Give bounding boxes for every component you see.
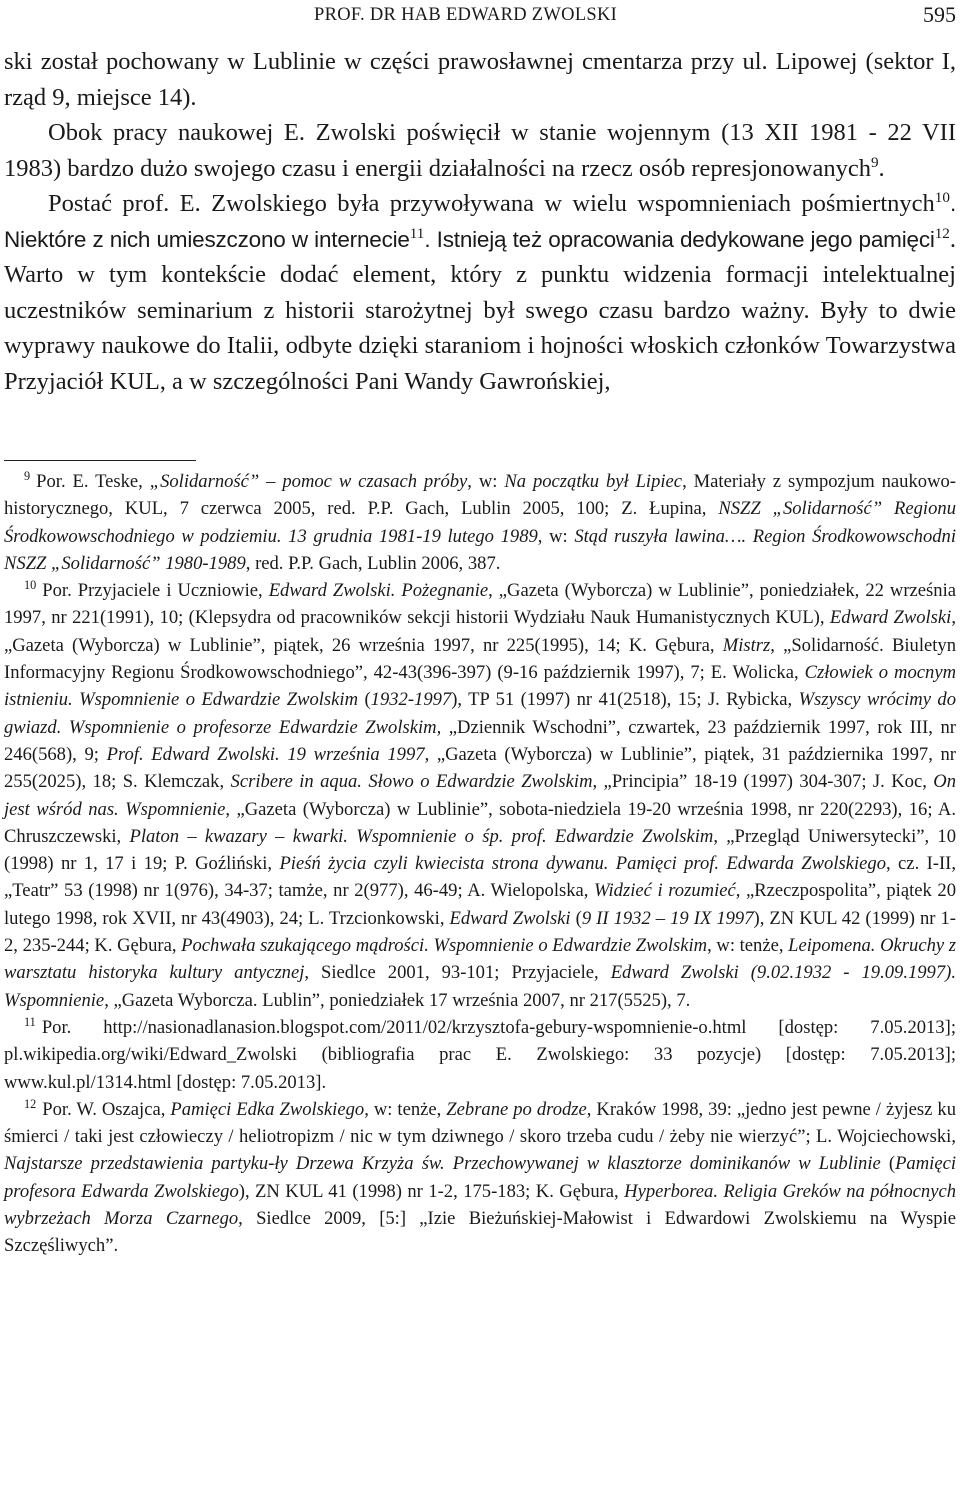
footnote-text: , „Gazeta Wyborcza. Lublin”, poniedziałek 17 września 2007, nr 217(5525), 7. bbox=[104, 989, 691, 1011]
footnote-text: , „Gazeta (Wyborcza) w Lublinie”, sobota-niedziela 19-20 września 1998, nr 220(2293), 16; A. Chruszczewski, bbox=[4, 798, 956, 847]
footnote-italic-text: NSZZ „Solidarność” Regionu Środkowowschodniego w podziemiu. 13 grudnia 1981-19 lutego 1989 bbox=[4, 498, 956, 547]
footnote-text: ), ZN KUL 41 (1998) nr 1-2, 175-183; K. Gębura, bbox=[238, 1180, 625, 1202]
footnote-italic-text: Scribere in aqua. Słowo o Edwardzie Zwolskim bbox=[230, 771, 593, 793]
footnote-italic-text: Pamięci profesora Edwarda Zwolskiego bbox=[4, 1153, 956, 1202]
footnote-italic-text: Edward Zwolski bbox=[829, 607, 952, 629]
paragraph-3 bbox=[4, 186, 956, 399]
footnote-text: Por. Przyjaciele i Uczniowie, bbox=[42, 580, 269, 602]
footnote-10 bbox=[4, 577, 956, 1014]
footnotes-section bbox=[4, 468, 956, 1260]
paragraph-3-text-d: . Warto w tym kontekście dodać element, który z punktu widzenia formacji intelektualnej uczestników seminarium z historii starożytnej był swego czasu bardzo ważny. Były to dwie wyprawy naukowe do Italii, odbyte dzięki staraniom i hojności włoskich członków Towarzystwa Przyjaciół KUL, a w szczególności Pani Wandy Gawrońskiej, bbox=[4, 225, 956, 395]
main-text bbox=[4, 44, 956, 399]
footnote-italic-text: 9 II 1932 – 19 IX 1997 bbox=[581, 907, 754, 929]
footnote-italic-text: Leipomena. Okruchy z warsztatu historyka kultury antycznej bbox=[4, 935, 957, 984]
footnote-text: , cz. I-II, „Teatr” 53 (1998) nr 1(976), 34-37; tamże, nr 2(977), 46-49; A. Wielopolska, bbox=[4, 853, 957, 902]
footnote-italic-text: On jest wśród nas. Wspomnienie bbox=[4, 771, 956, 820]
footnote-text: Por. W. Oszajca, bbox=[42, 1098, 171, 1120]
footnote-text: , w: bbox=[537, 525, 575, 547]
footnote-italic-text: Człowiek o mocnym istnieniu. Wspomnienie o Edwardzie Zwolskim bbox=[4, 662, 956, 711]
footnote-text: , Siedlce 2001, 93-101; Przyjaciele, bbox=[304, 962, 611, 984]
footnote-ref-10: 10 bbox=[934, 188, 950, 206]
footnote-number: 12 bbox=[24, 1096, 37, 1111]
footnote-italic-text: Widzieć i rozumieć bbox=[594, 880, 736, 902]
paragraph-2 bbox=[4, 115, 956, 186]
footnote-text: ), ZN KUL 42 (1999) nr 1-2, 235-244; K. Gębura, bbox=[4, 907, 957, 957]
footnote-text: Por. E. Teske, bbox=[36, 471, 150, 492]
footnote-text: , „Gazeta (Wyborcza) w Lublinie”, piątek, 26 września 1997, nr 225(1995), 14; K. Gębura, bbox=[4, 607, 956, 656]
footnote-text: , red. P.P. Gach, Lublin 2006, 387. bbox=[245, 552, 501, 574]
footnote-text: , „Solidarność. Biuletyn Informacyjny Regionu Środkowowschodniego”, 42-43(396-397) (9-16 październik 1997), 7; E. Wolicka, bbox=[4, 634, 956, 684]
footnote-italic-text: Mistrz bbox=[722, 634, 771, 656]
footnote-italic-text: „Solidarność” – pomoc w czasach próby bbox=[149, 471, 468, 492]
footnote-italic-text: Pamięci Edka Zwolskiego bbox=[170, 1098, 365, 1120]
running-header bbox=[4, 2, 956, 28]
paragraph-3-text-b: . Niektóre z nich umieszczono w internecie bbox=[4, 191, 956, 252]
page-number: 595 bbox=[923, 2, 956, 27]
footnote-text: ), TP 51 (1997) nr 41(2518), 15; J. Rybicka, bbox=[451, 689, 799, 711]
footnote-italic-text: Pieśń życia czyli kwiecista strona dywanu. Pamięci prof. Edwarda Zwolskiego bbox=[279, 853, 887, 875]
footnote-italic-text: Hyperborea. Religia Greków na północnych wybrzeżach Morza Czarnego bbox=[4, 1180, 956, 1230]
footnote-italic-text: Wszyscy wrócimy do gwiazd. Wspomnienie o profesorze Edwardzie Zwolskim bbox=[4, 689, 956, 738]
footnote-text: , w: bbox=[467, 471, 505, 492]
paragraph-1-text: ski został pochowany w Lublinie w części prawosławnej cmentarza przy ul. Lipowej (sektor I, rząd 9, miejsce 14). bbox=[4, 48, 956, 111]
footnote-text: ( bbox=[880, 1153, 896, 1175]
footnote-text: , Kraków 1998, 39: „jedno jest pewne / żyjesz ku śmierci / taki jest człowieczy / heliotropizm / nic w tym dziwnego / skoro trzeba cudu / żeby nie wierzyć”; L. Wojciechowski, bbox=[4, 1098, 956, 1148]
paragraph-2-text: Obok pracy naukowej E. Zwolski poświęcił w stanie wojennym (13 XII 1981 - 22 VII 1983) bardzo dużo swojego czasu i energii działalności na rzecz osób represjonowanych bbox=[4, 119, 956, 182]
running-title: PROF. DR HAB EDWARD ZWOLSKI bbox=[314, 5, 618, 25]
footnote-text: , „Gazeta (Wyborcza) w Lublinie”, poniedziałek, 22 września 1997, nr 221(1991), 10; (Klepsydra od pracowników sekcji historii Wydziału Nauk Humanistycznych KUL), bbox=[4, 580, 956, 629]
footnote-number: 11 bbox=[24, 1014, 36, 1029]
footnote-ref-12: 12 bbox=[934, 224, 950, 242]
footnote-text: , „Gazeta (Wyborcza) w Lublinie”, piątek, 31 października 1997, nr 255(2025), 18; S. Klemczak, bbox=[4, 743, 956, 793]
footnote-9 bbox=[4, 468, 956, 577]
footnote-italic-text: Platon – kwazary – kwarki. Wspomnienie o śp. prof. Edwardzie Zwolskim bbox=[129, 825, 714, 847]
footnote-number: 9 bbox=[24, 468, 31, 483]
footnote-text: , „Dziennik Wschodni”, czwartek, 23 październik 1997, rok III, nr 246(568), 9; bbox=[4, 716, 956, 765]
footnote-separator bbox=[4, 460, 196, 461]
footnote-text: , Siedlce 2009, [5:] „Izie Bieżuńskiej-Małowist i Edwardowi Zwolskiemu na Wyspie Szczęśliwych”. bbox=[4, 1208, 956, 1257]
footnote-text: , w: tenże, bbox=[707, 935, 789, 957]
footnote-text: , w: tenże, bbox=[364, 1098, 447, 1120]
paragraph-1 bbox=[4, 44, 956, 115]
footnote-text: , „Rzeczpospolita”, piątek 20 lutego 1998, rok XVII, nr 43(4903), 24; L. Trzcionkowski, bbox=[4, 880, 956, 929]
footnote-number: 10 bbox=[24, 578, 37, 592]
footnote-12 bbox=[4, 1096, 956, 1260]
footnote-italic-text: Zebrane po drodze bbox=[446, 1098, 587, 1120]
footnote-text: ( bbox=[358, 689, 371, 711]
footnote-italic-text: Edward Zwolski. Pożegnanie bbox=[268, 580, 489, 602]
footnote-italic-text: Edward Zwolski bbox=[449, 907, 571, 929]
footnote-italic-text: Edward Zwolski (9.02.1932 - 19.09.1997). Wspomnienie bbox=[4, 962, 956, 1011]
footnote-11 bbox=[4, 1014, 956, 1096]
paragraph-3-text-a: Postać prof. E. Zwolskiego była przywoływana w wielu wspomnieniach pośmiertnych bbox=[48, 190, 935, 217]
footnote-italic-text: Najstarsze przedstawienia partyku-ły Drzewa Krzyża św. Przechowywanej w klasztorze dominikanów w Lublinie bbox=[4, 1153, 881, 1175]
footnote-text: , Materiały z sympozjum naukowo-historycznego, KUL, 7 czerwca 2005, red. P.P. Gach, Lublin 2005, 100; Z. Łupina, bbox=[4, 471, 956, 520]
footnote-italic-text: Na początku był Lipiec bbox=[504, 471, 683, 492]
footnote-italic-text: Pochwała szukającego mądrości. Wspomnienie o Edwardzie Zwolskim bbox=[181, 935, 708, 957]
footnote-italic-text: Stąd ruszyła lawina…. Region Środkowowschodni NSZZ „Solidarność” 1980-1989 bbox=[4, 525, 957, 574]
footnote-text: , „Principia” 18-19 (1997) 304-307; J. Koc, bbox=[592, 771, 934, 793]
footnote-ref-11: 11 bbox=[409, 224, 425, 242]
footnote-ref-9: 9 bbox=[870, 153, 879, 171]
footnote-text: , „Przegląd Uniwersytecki”, 10 (1998) nr 1, 17 i 19; P. Goźliński, bbox=[4, 825, 957, 875]
footnote-italic-text: Prof. Edward Zwolski. 19 września 1997 bbox=[106, 743, 425, 765]
paragraph-2-end: . bbox=[878, 154, 885, 182]
footnote-italic-text: 1932-1997 bbox=[370, 689, 452, 711]
paragraph-3-text-c: . Istnieją też opracowania dedykowane jego pamięci bbox=[424, 226, 935, 252]
footnote-text: ( bbox=[570, 907, 582, 929]
footnote-text: Por. http://nasionadlanasion.blogspot.com/2011/02/krzysztofa-gebury-wspomnienie-o.html [dostęp: 7.05.2013]; pl.wikipedia.org/wiki/Edward_Zwolski (bibliografia prac E. Zwolskiego: 33 pozycje) [dostęp: 7.05.2013]; www.kul.pl/1314.html [dostęp: 7.05.2013]. bbox=[4, 1016, 956, 1093]
